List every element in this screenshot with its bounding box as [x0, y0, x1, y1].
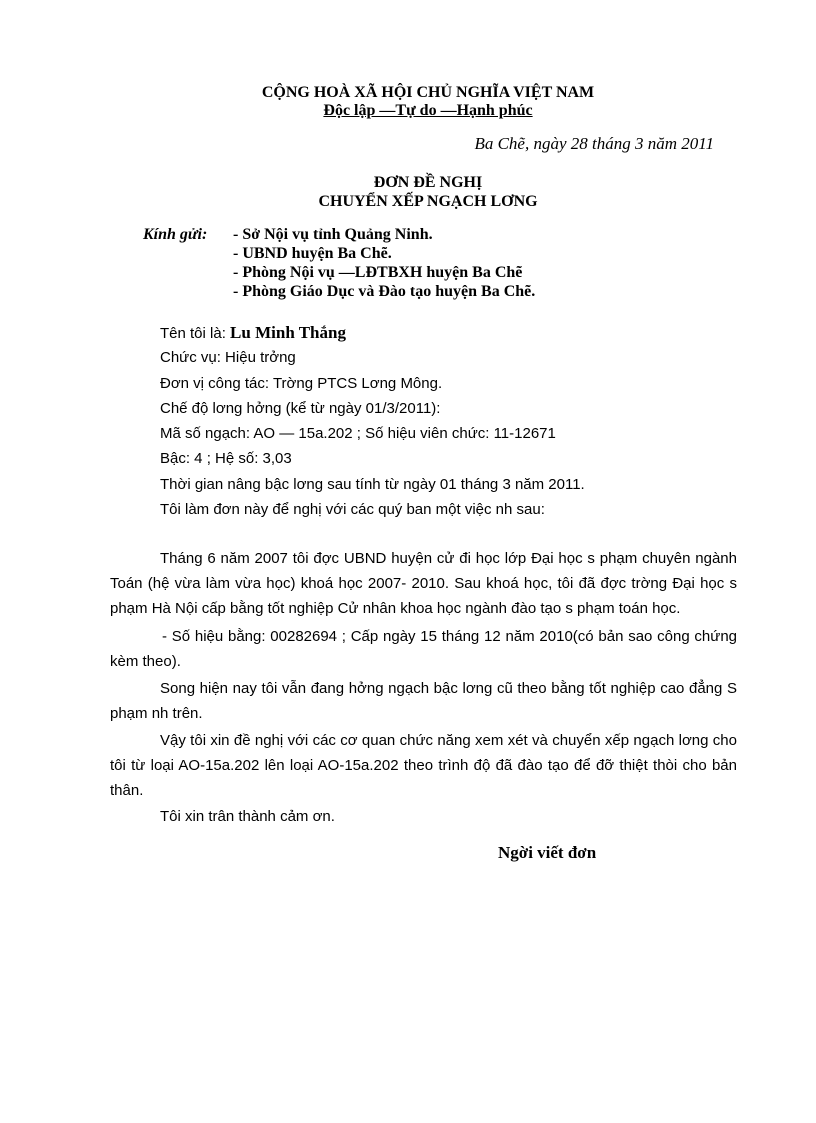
raise-time-row: Thời gian nâng bậc lơng sau tính từ ngày 01 tháng 3 năm 2011. — [160, 475, 585, 493]
motto-text: Độc lập —Tự do —Hạnh phúc — [323, 102, 533, 119]
purpose-row: Tôi làm đơn này để nghị với các quý ban một việc nh sau: — [160, 501, 545, 519]
body-paragraph-study: Tháng 6 năm 2007 tôi đợc UBND huyện cử đi học lớp Đại học s phạm chuyên ngành Toán (hệ vừa làm vừa học) khoá học 2007- 2010. Sau khoá học, tôi đã đợc trờng Đại học s phạm Hà Nội cấp bằng tốt nghiệp Cử nhân khoa học ngành đào tạo s phạm toán học. — [110, 550, 737, 617]
recipient-item: - UBND huyện Ba Chẽ. — [233, 245, 392, 262]
applicant-info — [160, 320, 585, 522]
document-title: ĐƠN ĐỀ NGHỊ — [373, 174, 483, 191]
level-row: Bậc: 4 ; Hệ số: 3,03 — [160, 450, 292, 468]
name-value: Lu Minh Thắng — [230, 323, 346, 342]
nation-header: CỘNG HOÀ XÃ HỘI CHỦ NGHĨA VIỆT NAM — [261, 84, 595, 101]
workplace-row: Đơn vị công tác: Trờng PTCS Lơng Mông. — [160, 374, 443, 392]
motto-line — [160, 101, 696, 121]
body-paragraph-diploma: - Số hiệu bằng: 00282694 ; Cấp ngày 15 tháng 12 năm 2010(có bản sao công chứng kèm theo). — [110, 628, 737, 670]
salary-mode-row: Chế độ lơng hởng (kể từ ngày 01/3/2011): — [160, 399, 441, 417]
name-row — [160, 320, 585, 345]
body-paragraph-current: Song hiện nay tôi vẫn đang hởng ngạch bậc lơng cũ theo bằng tốt nghiệp cao đẳng S phạm nh trên. — [110, 680, 737, 722]
addressee-label: Kính gửi: — [143, 226, 208, 243]
signature-label: Ngời viết đơn — [498, 843, 597, 862]
body-paragraph-request: Vậy tôi xin đề nghị với các cơ quan chức năng xem xét và chuyển xếp ngạch lơng cho tôi từ loại AO-15a.202 lên loại AO-15a.202 theo trình độ đã đào tạo để đỡ thiệt thòi cho bản thân. — [110, 732, 737, 799]
recipient-item: - Sở Nội vụ tỉnh Quảng Ninh. — [233, 226, 433, 243]
recipient-item: - Phòng Giáo Dục và Đào tạo huyện Ba Chẽ. — [233, 283, 536, 300]
document-subtitle: CHUYỂN XẾP NGẠCH LƠNG — [318, 193, 538, 210]
position-row: Chức vụ: Hiệu trởng — [160, 349, 296, 367]
date-line: Ba Chẽ, ngày 28 tháng 3 năm 2011 — [474, 134, 714, 153]
name-label: Tên tôi là: — [160, 325, 231, 342]
recipient-list — [233, 225, 535, 301]
recipient-item: - Phòng Nội vụ —LĐTBXH huyện Ba Chẽ — [233, 264, 523, 281]
thanks-line: Tôi xin trân thành cảm ơn. — [160, 808, 335, 825]
grade-code-row: Mã số ngạch: AO — 15a.202 ; Số hiệu viên chức: 11-12671 — [160, 425, 556, 443]
